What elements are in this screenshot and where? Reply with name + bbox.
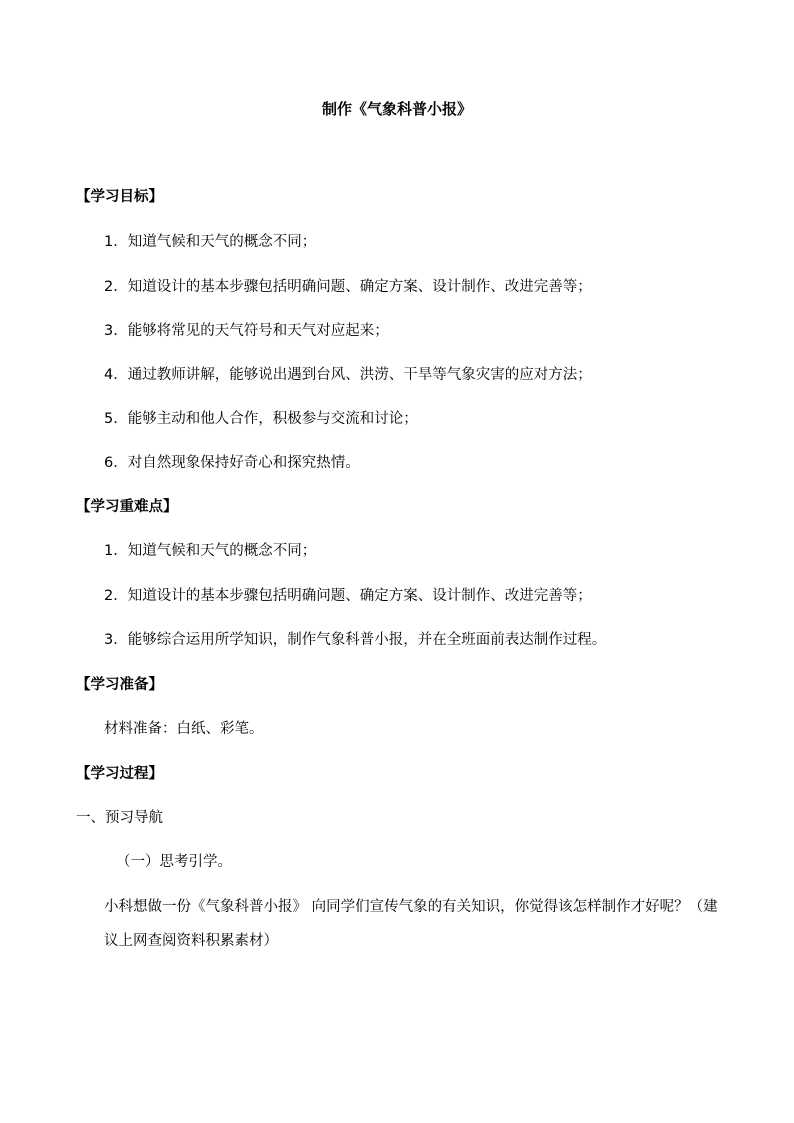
document-title: 制作《气象科普小报》 — [321, 100, 472, 118]
preparation-heading: 【学习准备】 — [76, 677, 163, 693]
objectives-heading: 【学习目标】 — [76, 189, 163, 205]
objective-item-2: 2．知道设计的基本步骤包括明确问题、确定方案、设计制作、改进完善等； — [104, 279, 592, 295]
key-point-item-2: 2．知道设计的基本步骤包括明确问题、确定方案、设计制作、改进完善等； — [104, 588, 592, 604]
key-point-item-3: 3．能够综合运用所学知识，制作气象科普小报，并在全班面前表达制作过程。 — [104, 632, 607, 648]
process-section-1: 一、预习导航 — [76, 810, 163, 826]
key-point-item-1: 1．知道气候和天气的概念不同； — [104, 543, 317, 559]
objective-item-4: 4．通过教师讲解，能够说出遇到台风、洪涝、干旱等气象灾害的应对方法； — [104, 367, 592, 383]
preparation-text: 材料准备：白纸、彩笔。 — [104, 721, 264, 737]
objective-item-1: 1．知道气候和天气的概念不同； — [104, 234, 317, 250]
objective-item-3: 3．能够将常见的天气符号和天气对应起来； — [104, 323, 389, 339]
objective-item-6: 6．对自然现象保持好奇心和探究热情。 — [104, 455, 360, 471]
objective-item-5: 5．能够主动和他人合作，积极参与交流和讨论； — [104, 411, 418, 427]
process-heading: 【学习过程】 — [76, 766, 163, 782]
process-paragraph: 小科想做一份《气象科普小报》 向同学们宣传气象的有关知识，你觉得该怎样制作才好呢？（建议上网查阅资料积累素材） — [104, 899, 718, 949]
process-subsection-1: （一）思考引学。 — [116, 854, 232, 870]
key-points-heading: 【学习重难点】 — [76, 499, 178, 515]
